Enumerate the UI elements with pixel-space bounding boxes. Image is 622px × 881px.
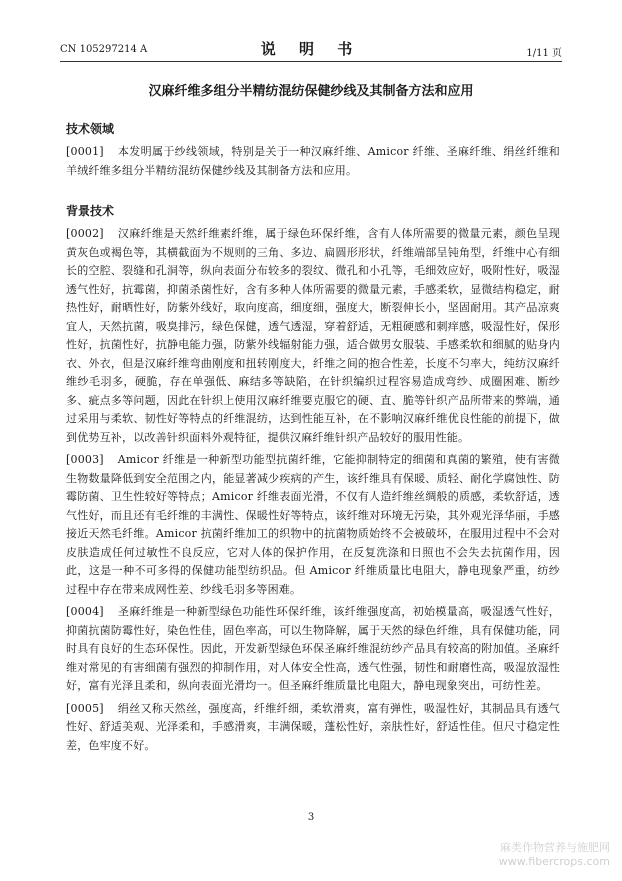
paragraph-0002 [66, 225, 560, 447]
paragraph-0004 [66, 603, 560, 696]
paragraph-text: 本发明属于纱线领域，特别是关于一种汉麻纤维、Amicor 纤维、圣麻纤维、绢丝纤维和羊绒纤维多组分半精纺混纺保健纱线及其制备方法和应用。 [66, 145, 560, 177]
paragraph-text: Amicor 纤维是一种新型功能型抗菌纤维，它能抑制特定的细菌和真菌的繁殖，使有害微生物数量降低到安全范围之内，能显著减少疾病的产生，该纤维具有保暖、质轻、耐化学腐蚀性、防霉防菌、卫生性较好等特点；Amicor 纤维表面光滑，不仅有人造纤维丝绸般的质感，柔软舒适，透气性好，而且还有毛纤维的丰满性、保暖性好等特点，该纤维对环境无污染，其外观光泽华丽，手感接近天然毛纤维。Amicor 抗菌纤维加工的织物中的抗菌物质始终不会被破坏，在服用过程中不会对皮肤造成任何过敏性不良反应，它对人体的保护作用，在反复洗涤和日照也不会失去抗菌作用，因此，这是一种不可多得的保健功能型纺织品。但 Amicor 纤维质量比电阻大，静电现象严重，纺纱过程中存在带来成网性差、纱线毛羽多等困难。 [66, 453, 560, 596]
paragraph-0005 [66, 700, 560, 756]
page-number: 3 [307, 812, 315, 823]
paragraph-tag: [0001] [66, 145, 104, 158]
invention-title: 汉麻纤维多组分半精纺混纺保健纱线及其制备方法和应用 [148, 84, 474, 99]
paragraph-0001 [66, 143, 560, 180]
section-heading-background: 背景技术 [66, 204, 115, 218]
paragraph-tag: [0002] [66, 227, 104, 240]
paragraph-tag: [0003] [66, 453, 104, 466]
section-heading-technical-field: 技术领域 [66, 122, 115, 136]
paragraph-text: 圣麻纤维是一种新型绿色功能性环保纤维，该纤维强度高，初始模量高，吸湿透气性好，抑菌抗菌防霉性好，染色性佳，固色率高，可以生物降解，属于天然的绿色纤维，具有保健功能，同时具有良好的生态环保性。因此，开发新型绿色环保圣麻纤维混纺纱产品具有较高的附加值。圣麻纤维对常见的有害细菌有强烈的抑制作用，对人体安全性高，透气性强，韧性和耐磨性高，吸湿放湿性好，富有光泽且柔和，纵向表面光滑均一。但圣麻纤维质量比电阻大，静电现象突出，可纺性差。 [66, 605, 560, 692]
paragraph-text: 汉麻纤维是天然纤维素纤维，属于绿色环保纤维，含有人体所需要的微量元素，颜色呈现黄灰色或褐色等，其横截面为不规则的三角、多边、扁圆形形状，纤维端部呈钝角型，纤维中心有细长的空腔、裂缝和孔洞等，纵向表面分布较多的裂纹、微孔和小孔等，毛细效应好，吸附性好，吸湿透气性好，抗霉菌，抑菌杀菌性好，含有多种人体所需要的微量元素，手感柔软，显微结构稳定，耐热性好，耐晒性好，防紫外线好，取向度高，细度细，强度大，断裂伸长小，坚固耐用。其产品凉爽宜人，天然抗菌，吸臭排污，绿色保健，透气透湿，穿着舒适，无粗硬感和刺痒感，吸湿性好，保形性好，抗菌性好，抗静电能力强，防紫外线辐射能力强，适合做男女服装、手感柔软和细腻的贴身内衣、外衣，但是汉麻纤维弯曲刚度和扭转刚度大，纤维之间的抱合性差，长度不匀率大，纯纺汉麻纤维纱毛羽多，硬脆，存在单强低、麻结多等缺陷，在针织编织过程容易造成弯纱、成圈困难、断纱多、疵点多等问题，因此在针织上使用汉麻纤维要克服它的硬、直、脆等针织产品所带来的弊端，通过采用与柔软、韧性好等特点的纤维混纺，达到性能互补，在不影响汉麻纤维优良性能的前提下，做到优势互补，以改善针织面料外观特征，提供汉麻纤维针织产品较好的服用性能。 [66, 227, 560, 444]
paragraph-tag: [0005] [66, 701, 104, 715]
paragraph-0003 [66, 451, 560, 599]
watermark [499, 841, 610, 869]
document-body [66, 120, 560, 759]
patent-number: CN 105297214 A [60, 44, 148, 55]
paragraph-text: 绢丝又称天然丝，强度高，纤维纤细，柔软滑爽，富有弹性，吸湿性好，其制品具有透气性好、舒适美观、光泽柔和，手感滑爽，丰满保暖，蓬松性好，亲肤性好，舒适性佳。但尺寸稳定性差，色牢度不好。 [66, 701, 560, 752]
header-rule [60, 61, 562, 62]
watermark-line-1: 麻类作物营养与施肥网 [500, 841, 610, 854]
document-title: 说 明 书 [260, 40, 362, 58]
watermark-line-2: www.fibercrops.com [498, 855, 610, 868]
page-header [60, 38, 562, 60]
page-indicator: 1/11 页 [526, 48, 562, 59]
paragraph-tag: [0004] [66, 605, 104, 618]
